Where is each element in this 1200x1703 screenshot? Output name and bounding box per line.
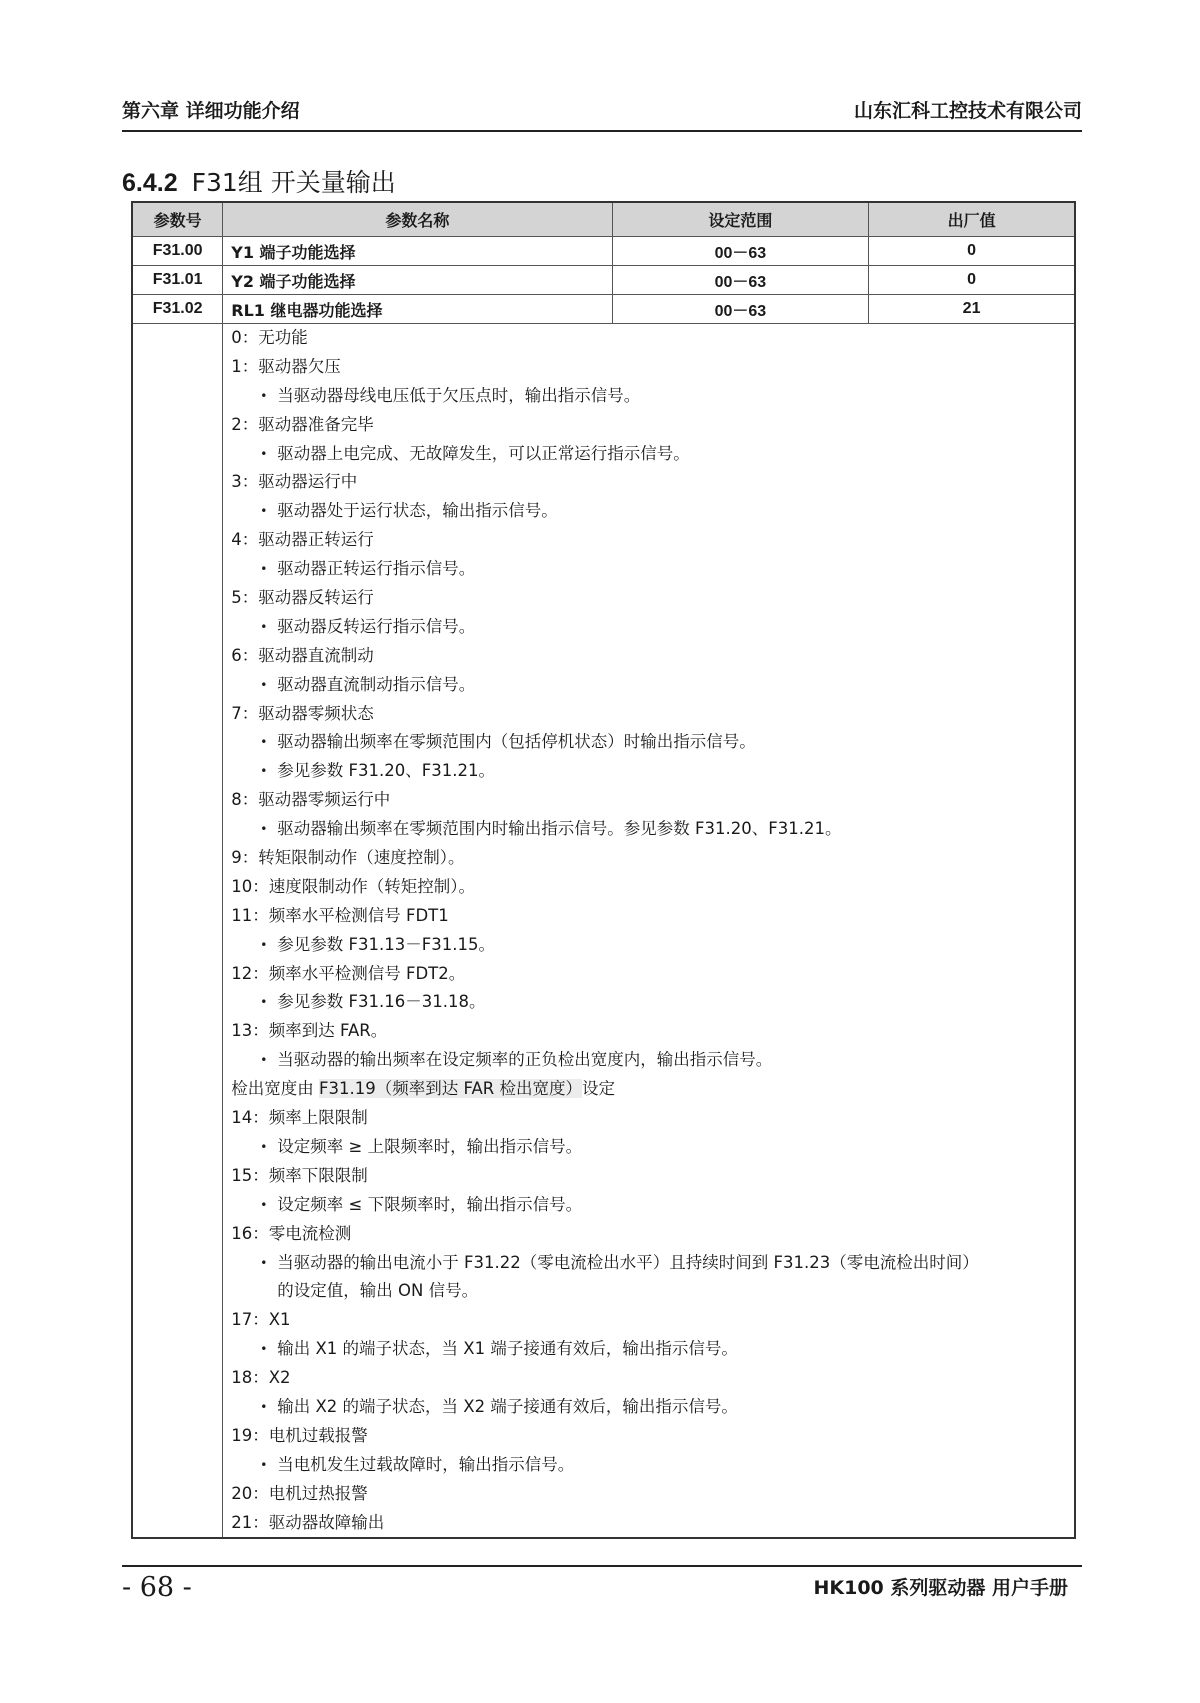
note-line xyxy=(231,1075,1066,1104)
header-param-name: 参数名称 xyxy=(223,202,612,237)
header-range: 设定范围 xyxy=(612,202,869,237)
section-number: 6.4.2 xyxy=(122,169,178,197)
note-text: 检出宽度由 xyxy=(231,1079,319,1099)
bullet-text: 驱动器处于运行状态，输出指示信号。 xyxy=(277,501,558,521)
param-no: F31.00 xyxy=(132,237,223,266)
param-default: 0 xyxy=(869,237,1075,266)
bullet-text: 当驱动器母线电压低于欠压点时，输出指示信号。 xyxy=(277,385,641,405)
bullet-note xyxy=(231,815,1066,844)
bullet-note xyxy=(231,440,1066,469)
page-number: - 68 - xyxy=(122,1572,192,1603)
param-range: 00－63 xyxy=(612,266,869,295)
bullet-text: 驱动器上电完成、无故障发生，可以正常运行指示信号。 xyxy=(277,443,690,463)
parameter-table xyxy=(131,201,1076,1539)
bullet-text: 输出 X1 的端子状态，当 X1 端子接通有效后，输出指示信号。 xyxy=(277,1339,738,1359)
function-option: 18：X2 xyxy=(231,1368,291,1388)
chapter-title: 第六章 详细功能介绍 xyxy=(122,100,300,122)
bullet-text: 驱动器直流制动指示信号。 xyxy=(277,674,476,694)
function-option: 12：频率水平检测信号 FDT2。 xyxy=(231,963,466,983)
function-option: 21：驱动器故障输出 xyxy=(231,1512,385,1532)
description-blank-cell xyxy=(132,324,223,1539)
function-option: 10：速度限制动作（转矩控制）。 xyxy=(231,876,475,896)
bullet-text: 驱动器反转运行指示信号。 xyxy=(277,616,476,636)
bullet-continuation: 的设定值，输出 ON 信号。 xyxy=(277,1281,479,1301)
header-default: 出厂值 xyxy=(869,202,1075,237)
function-option: 9：转矩限制动作（速度控制）。 xyxy=(231,848,465,868)
bullet-note xyxy=(231,1191,1066,1220)
function-option: 17：X1 xyxy=(231,1310,291,1330)
function-option: 2：驱动器准备完毕 xyxy=(231,414,374,434)
header-param-no: 参数号 xyxy=(132,202,223,237)
table-row xyxy=(132,266,1075,295)
table-row xyxy=(132,295,1075,324)
function-option: 1：驱动器欠压 xyxy=(231,356,341,376)
function-option: 13：频率到达 FAR。 xyxy=(231,1021,388,1041)
function-option: 19：电机过载报警 xyxy=(231,1425,368,1445)
page-header xyxy=(122,96,1082,132)
function-option: 14：频率上限限制 xyxy=(231,1108,368,1128)
bullet-note xyxy=(231,613,1066,642)
param-default: 0 xyxy=(869,266,1075,295)
bullet-note xyxy=(231,1249,1066,1278)
section-label: F31组 开关量输出 xyxy=(191,168,396,197)
bullet-note xyxy=(231,671,1066,700)
bullet-text: 设定频率 ≤ 下限频率时，输出指示信号。 xyxy=(277,1194,583,1214)
company-name: 山东汇科工控技术有限公司 xyxy=(853,100,1082,122)
function-option: 11：频率水平检测信号 FDT1 xyxy=(231,905,449,925)
section-title xyxy=(122,163,396,199)
bullet-note xyxy=(231,931,1066,960)
bullet-note xyxy=(231,988,1066,1017)
bullet-note xyxy=(231,728,1066,757)
function-list xyxy=(231,324,1066,1537)
function-option: 20：电机过热报警 xyxy=(231,1483,368,1503)
function-option: 3：驱动器运行中 xyxy=(231,472,358,492)
bullet-note xyxy=(231,1046,1066,1075)
bullet-text: 驱动器正转运行指示信号。 xyxy=(277,559,476,579)
bullet-note xyxy=(231,1133,1066,1162)
function-option: 5：驱动器反转运行 xyxy=(231,588,374,608)
bullet-text: 驱动器输出频率在零频范围内时输出指示信号。参见参数 F31.20、F31.21。 xyxy=(277,819,842,839)
param-name: Y1 端子功能选择 xyxy=(223,237,612,266)
bullet-text: 参见参数 F31.13－F31.15。 xyxy=(277,934,495,954)
function-option: 15：频率下限限制 xyxy=(231,1165,368,1185)
param-no: F31.01 xyxy=(132,266,223,295)
bullet-text: 当驱动器的输出频率在设定频率的正负检出宽度内，输出指示信号。 xyxy=(277,1050,773,1070)
function-description xyxy=(223,324,1075,1539)
function-option: 0：无功能 xyxy=(231,328,308,347)
note-text: 设定 xyxy=(581,1079,615,1099)
page-footer xyxy=(122,1565,1082,1607)
param-default: 21 xyxy=(869,295,1075,324)
param-name: RL1 继电器功能选择 xyxy=(223,295,612,324)
bullet-note xyxy=(231,555,1066,584)
table-row xyxy=(132,237,1075,266)
bullet-note xyxy=(231,1451,1066,1480)
param-no: F31.02 xyxy=(132,295,223,324)
bullet-text: 输出 X2 的端子状态，当 X2 端子接通有效后，输出指示信号。 xyxy=(277,1396,738,1416)
bullet-note xyxy=(231,1393,1066,1422)
bullet-text: 当电机发生过载故障时，输出指示信号。 xyxy=(277,1454,575,1474)
bullet-note xyxy=(231,1335,1066,1364)
param-range: 00－63 xyxy=(612,295,869,324)
bullet-note xyxy=(231,382,1066,411)
bullet-note xyxy=(231,497,1066,526)
function-option: 6：驱动器直流制动 xyxy=(231,645,374,665)
function-option: 8：驱动器零频运行中 xyxy=(231,790,391,810)
bullet-text: 参见参数 F31.16－31.18。 xyxy=(277,992,486,1012)
description-row xyxy=(132,324,1075,1539)
param-range: 00－63 xyxy=(612,237,869,266)
manual-title: HK100 系列驱动器 用户手册 xyxy=(813,1577,1068,1599)
bullet-text: 设定频率 ≥ 上限频率时，输出指示信号。 xyxy=(277,1136,583,1156)
highlighted-text: F31.19（频率到达 FAR 检出宽度） xyxy=(319,1079,582,1099)
param-name: Y2 端子功能选择 xyxy=(223,266,612,295)
bullet-text: 驱动器输出频率在零频范围内（包括停机状态）时输出指示信号。 xyxy=(277,732,756,752)
function-option: 7：驱动器零频状态 xyxy=(231,703,374,723)
function-option: 16：零电流检测 xyxy=(231,1223,352,1243)
bullet-note xyxy=(231,757,1066,786)
bullet-text: 当驱动器的输出电流小于 F31.22（零电流检出水平）且持续时间到 F31.23（零电流检出时间） xyxy=(277,1252,979,1272)
bullet-text: 参见参数 F31.20、F31.21。 xyxy=(277,761,495,781)
function-option: 4：驱动器正转运行 xyxy=(231,530,374,550)
table-header-row xyxy=(132,202,1075,237)
